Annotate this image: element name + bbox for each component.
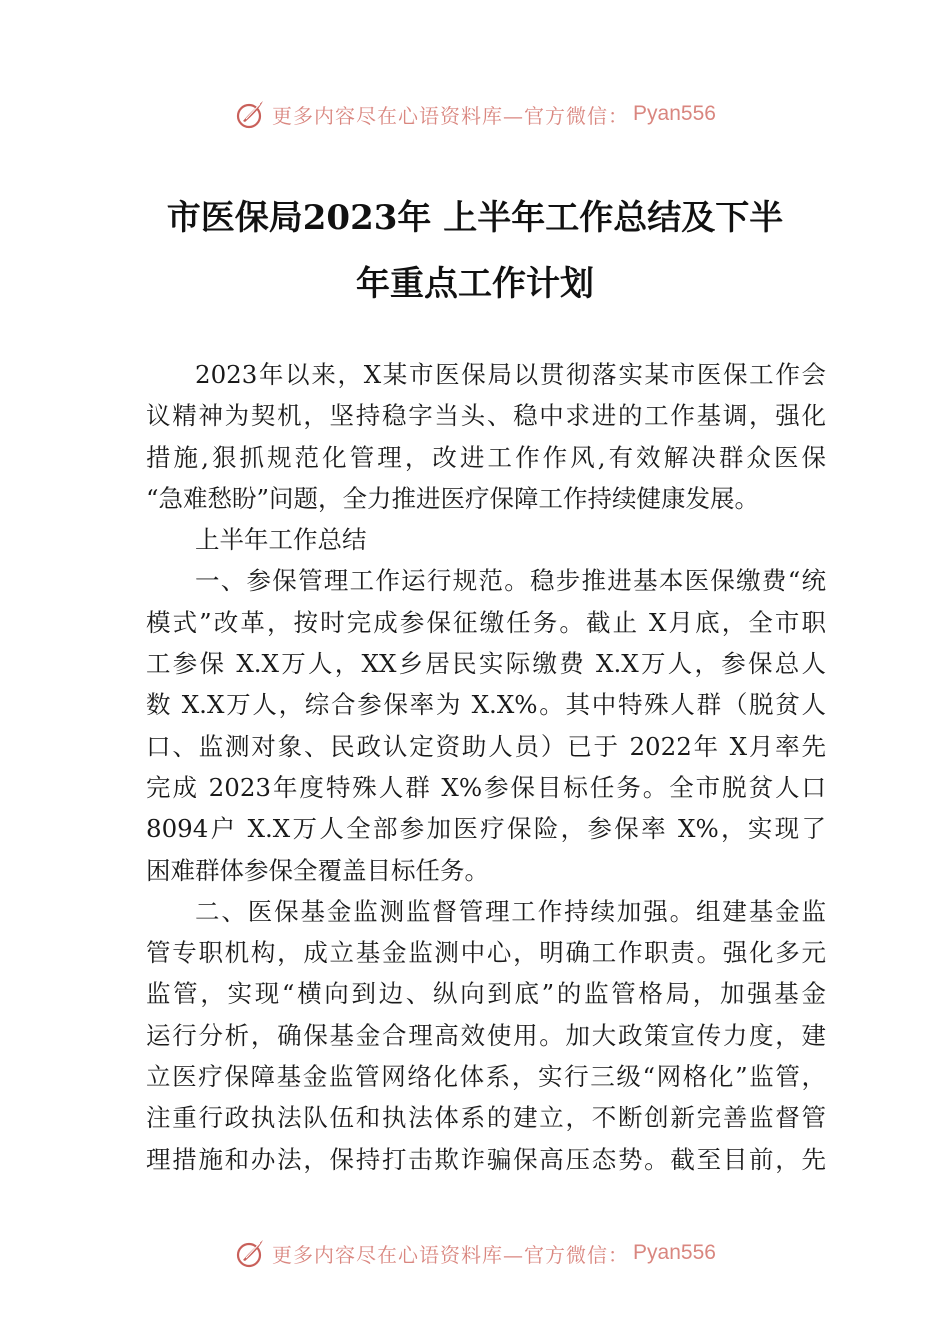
body-line: 2023年以来，X某市医保局以贯彻落实某市医保工作会 bbox=[195, 360, 826, 389]
document-title-line-1: 市医保局2023年 上半年工作总结及下半 bbox=[166, 198, 784, 238]
body-line: 注重行政执法队伍和执法体系的建立，不断创新完善监督管 bbox=[146, 1103, 826, 1133]
watermark-wechat-id: Pyan556 bbox=[633, 1241, 716, 1264]
body-line: 管专职机构，成立基金监测中心，明确工作职责。强化多元 bbox=[146, 938, 826, 968]
quill-logo-icon bbox=[234, 97, 268, 131]
body-line: 模式”改革，按时完成参保征缴任务。截止 X月底，全市职 bbox=[146, 607, 826, 637]
body-line: 困难群体参保全覆盖目标任务。 bbox=[146, 855, 489, 885]
body-line: “急难愁盼”问题，全力推进医疗保障工作持续健康发展。 bbox=[146, 483, 760, 513]
watermark-footer bbox=[0, 1233, 950, 1273]
watermark-text: 更多内容尽在心语资料库—官方微信： bbox=[272, 1242, 630, 1267]
watermark-header bbox=[0, 94, 950, 134]
watermark-text: 更多内容尽在心语资料库—官方微信： bbox=[272, 103, 630, 128]
document-title-line-2: 年重点工作计划 bbox=[356, 264, 594, 304]
body-line: 二、医保基金监测监督管理工作持续加强。组建基金监 bbox=[195, 896, 826, 926]
body-line: 口、监测对象、民政认定资助人员）已于 2022年 X月率先 bbox=[146, 731, 826, 761]
section-heading: 上半年工作总结 bbox=[195, 525, 367, 555]
watermark-wechat-id: Pyan556 bbox=[633, 102, 716, 125]
body-line: 监管，实现“横向到边、纵向到底”的监管格局，加强基金 bbox=[146, 979, 826, 1009]
quill-logo-icon bbox=[234, 1236, 268, 1270]
body-line: 运行分析，确保基金合理高效使用。加大政策宣传力度，建 bbox=[146, 1020, 826, 1050]
body-line: 数 X.X万人，综合参保率为 X.X%。其中特殊人群（脱贫人 bbox=[146, 690, 826, 720]
body-line: 立医疗保障基金监管网络化体系，实行三级“网格化”监管， bbox=[146, 1062, 826, 1092]
body-line: 议精神为契机，坚持稳字当头、稳中求进的工作基调，强化 bbox=[146, 401, 826, 431]
body-line: 完成 2023年度特殊人群 X%参保目标任务。全市脱贫人口 bbox=[146, 772, 826, 802]
document-body bbox=[146, 354, 826, 1180]
body-line: 理措施和办法，保持打击欺诈骗保高压态势。截至目前，先 bbox=[146, 1144, 826, 1174]
body-line: 8094户 X.X万人全部参加医疗保险，参保率 X%，实现了 bbox=[146, 814, 826, 844]
body-line: 措施,狠抓规范化管理，改进工作作风,有效解决群众医保 bbox=[146, 442, 826, 472]
body-line: 工参保 X.X万人，XX乡居民实际缴费 X.X万人，参保总人 bbox=[146, 649, 826, 679]
body-line: 一、参保管理工作运行规范。稳步推进基本医保缴费“统 bbox=[195, 566, 826, 596]
